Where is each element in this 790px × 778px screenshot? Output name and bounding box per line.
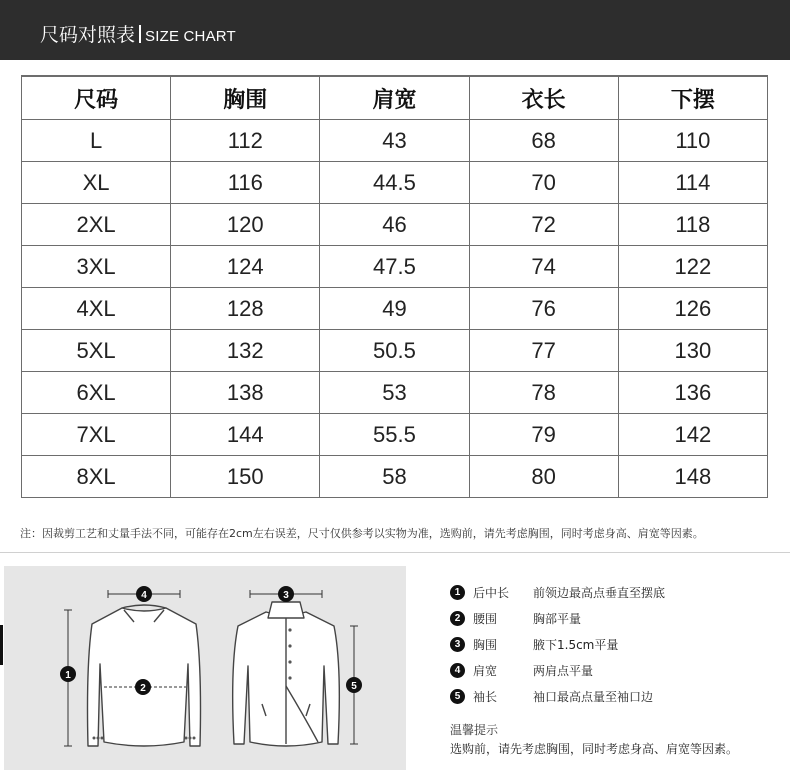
- table-cell: 7XL: [22, 414, 171, 456]
- divider: [0, 552, 790, 553]
- table-cell: 126: [618, 288, 767, 330]
- title-separator: [139, 25, 141, 43]
- table-header-row: [22, 76, 768, 120]
- svg-text:4: 4: [141, 590, 147, 601]
- number-1-icon: 1: [450, 585, 465, 600]
- legend-desc: 胸部平量: [533, 611, 582, 626]
- column-header: 肩宽: [320, 76, 469, 120]
- table-cell: 110: [618, 120, 767, 162]
- column-header: 胸围: [171, 76, 320, 120]
- size-chart-table: [21, 75, 768, 498]
- jacket-illustration: [4, 566, 406, 770]
- title-chinese: 尺码对照表: [40, 24, 136, 46]
- tips-title: 温馨提示: [450, 723, 499, 737]
- table-cell: 80: [469, 456, 618, 498]
- table-row: [22, 204, 768, 246]
- jacket-back-view: [88, 605, 201, 746]
- table-cell: 72: [469, 204, 618, 246]
- tips-text: 选购前，请先考虑胸围，同时考虑身高、肩宽等因素。: [450, 742, 739, 756]
- marker-4-icon: [136, 586, 152, 602]
- table-cell: 150: [171, 456, 320, 498]
- table-cell: 58: [320, 456, 469, 498]
- legend-item: [450, 582, 665, 602]
- table-cell: 4XL: [22, 288, 171, 330]
- table-cell: 120: [171, 204, 320, 246]
- table-cell: 50.5: [320, 330, 469, 372]
- table-cell: 128: [171, 288, 320, 330]
- table-cell: 118: [618, 204, 767, 246]
- svg-text:1: 1: [65, 670, 71, 681]
- table-cell: 3XL: [22, 246, 171, 288]
- table-cell: 79: [469, 414, 618, 456]
- table-cell: 136: [618, 372, 767, 414]
- table-row: [22, 414, 768, 456]
- jacket-front-view: [233, 602, 340, 746]
- table-cell: 53: [320, 372, 469, 414]
- table-cell: 2XL: [22, 204, 171, 246]
- garment-diagram: [4, 566, 406, 770]
- legend-desc: 前领边最高点垂直至摆底: [533, 585, 666, 600]
- table-cell: 112: [171, 120, 320, 162]
- svg-text:3: 3: [283, 590, 289, 601]
- legend-desc: 袖口最高点量至袖口边: [533, 689, 654, 704]
- table-cell: L: [22, 120, 171, 162]
- table-cell: 144: [171, 414, 320, 456]
- table-cell: 6XL: [22, 372, 171, 414]
- legend-name: 袖长: [473, 689, 498, 704]
- page-title: [40, 20, 236, 47]
- number-4-icon: 4: [450, 663, 465, 678]
- table-cell: XL: [22, 162, 171, 204]
- marker-3-icon: [278, 586, 294, 602]
- edge-mark: [0, 625, 3, 665]
- legend-name: 后中长: [473, 585, 510, 600]
- table-cell: 114: [618, 162, 767, 204]
- table-cell: 68: [469, 120, 618, 162]
- number-2-icon: 2: [450, 611, 465, 626]
- table-cell: 70: [469, 162, 618, 204]
- table-cell: 43: [320, 120, 469, 162]
- legend-name: 肩宽: [473, 663, 498, 678]
- legend-item: [450, 686, 653, 706]
- column-header: 尺码: [22, 76, 171, 120]
- table-cell: 49: [320, 288, 469, 330]
- table-cell: 124: [171, 246, 320, 288]
- svg-text:5: 5: [351, 681, 357, 692]
- table-cell: 77: [469, 330, 618, 372]
- legend-desc: 两肩点平量: [533, 663, 594, 678]
- table-cell: 8XL: [22, 456, 171, 498]
- measurement-note: 注：因裁剪工艺和丈量手法不同，可能存在2cm左右误差，尺寸仅供参考以实物为准，选购前，请先考虑胸围，同时考虑身高、肩宽等因素。: [20, 527, 704, 540]
- legend-item: [450, 608, 581, 628]
- table-cell: 138: [171, 372, 320, 414]
- table-row: [22, 372, 768, 414]
- table-cell: 46: [320, 204, 469, 246]
- table-row: [22, 456, 768, 498]
- table-cell: 116: [171, 162, 320, 204]
- table-row: [22, 246, 768, 288]
- svg-text:2: 2: [140, 683, 146, 694]
- table-row: [22, 162, 768, 204]
- table-row: [22, 330, 768, 372]
- marker-2-icon: [135, 679, 151, 695]
- legend-name: 腰围: [473, 611, 498, 626]
- table-cell: 132: [171, 330, 320, 372]
- legend-item: [450, 634, 618, 654]
- table-cell: 142: [618, 414, 767, 456]
- table-row: [22, 288, 768, 330]
- table-cell: 55.5: [320, 414, 469, 456]
- column-header: 衣长: [469, 76, 618, 120]
- table-cell: 130: [618, 330, 767, 372]
- table-cell: 122: [618, 246, 767, 288]
- table-cell: 47.5: [320, 246, 469, 288]
- table-cell: 78: [469, 372, 618, 414]
- measurement-legend: [438, 566, 788, 770]
- table-cell: 148: [618, 456, 767, 498]
- header-bar: [0, 0, 790, 60]
- table-cell: 5XL: [22, 330, 171, 372]
- column-header: 下摆: [618, 76, 767, 120]
- number-5-icon: 5: [450, 689, 465, 704]
- marker-1-icon: [60, 666, 76, 682]
- marker-5-icon: [346, 677, 362, 693]
- table-cell: 76: [469, 288, 618, 330]
- table-row: [22, 120, 768, 162]
- legend-name: 胸围: [473, 637, 498, 652]
- table-cell: 44.5: [320, 162, 469, 204]
- number-3-icon: 3: [450, 637, 465, 652]
- legend-item: [450, 660, 593, 680]
- title-english: SIZE CHART: [145, 28, 236, 45]
- table-cell: 74: [469, 246, 618, 288]
- legend-desc: 腋下1.5cm平量: [533, 637, 619, 652]
